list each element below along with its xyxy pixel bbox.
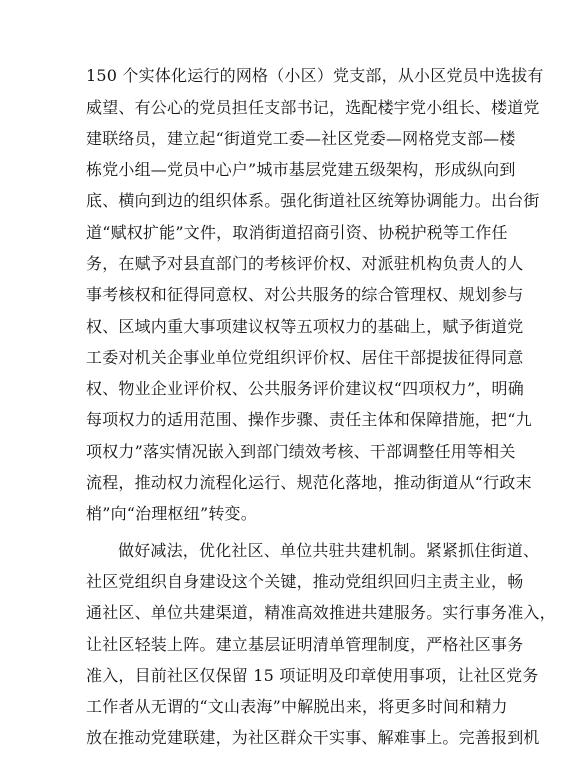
text-line: 权、物业企业评价权、公共服务评价建议权“四项权力”，明确 [86,379,524,398]
text-line: 工作者从无谓的“文山表海”中解脱出来，将更多时间和精力 [86,697,508,716]
text-line: 道“赋权扩能”文件，取消街道招商引资、协税护税等工作任 [86,223,508,242]
text-line: 通社区、单位共建渠道，精准高效推进共建服务。实行事务准入， [86,603,556,622]
text-line: 每项权力的适用范围、操作步骤、责任主体和保障措施，把“九 [86,410,532,429]
text-line: 权、区域内重大事项建议权等五项权力的基础上，赋予街道党 [86,317,524,336]
text-line: 流程，推动权力流程化运行、规范化落地，推动街道从“行政末 [86,473,532,492]
text-line: 社区党组织自身建设这个关键，推动党组织回归主责主业，畅 [86,572,524,591]
text-line: 项权力”落实情况嵌入到部门绩效考核、干部调整任用等相关 [86,442,516,461]
text-line: 让社区轻装上阵。建立基层证明清单管理制度，严格社区事务 [86,635,524,654]
text-line: 工委对机关企事业单位党组织评价权、居住干部提拔征得同意 [86,348,524,367]
text-line: 栋党小组—党员中心户”城市基层党建五级架构，形成纵向到 [86,160,516,179]
paragraph-first-line: 做好减法，优化社区、单位共驻共建机制。紧紧抓住街道、 [118,541,540,560]
text-line: 150 个实体化运行的网格（小区）党支部，从小区党员中选拔有 [86,66,544,85]
text-line: 威望、有公心的党员担任支部书记，选配楼宇党小组长、楼道党 [86,98,540,117]
text-line: 梢”向“治理枢纽”转变。 [86,504,257,523]
text-line: 准入，目前社区仅保留 15 项证明及印章使用事项，让社区党务 [86,666,539,685]
text-line: 底、横向到边的组织体系。强化街道社区统筹协调能力。出台街 [86,191,540,210]
text-line: 务，在赋予对县直部门的考核评价权、对派驻机构负责人的人 [86,254,524,273]
text-line: 事考核权和征得同意权、对公共服务的综合管理权、规划参与 [86,285,524,304]
text-line: 建联络员，建立起“街道党工委—社区党委—网格党支部—楼 [86,129,516,148]
text-line: 放在推动党建联建，为社区群众干实事、解难事上。完善报到机 [86,728,540,747]
